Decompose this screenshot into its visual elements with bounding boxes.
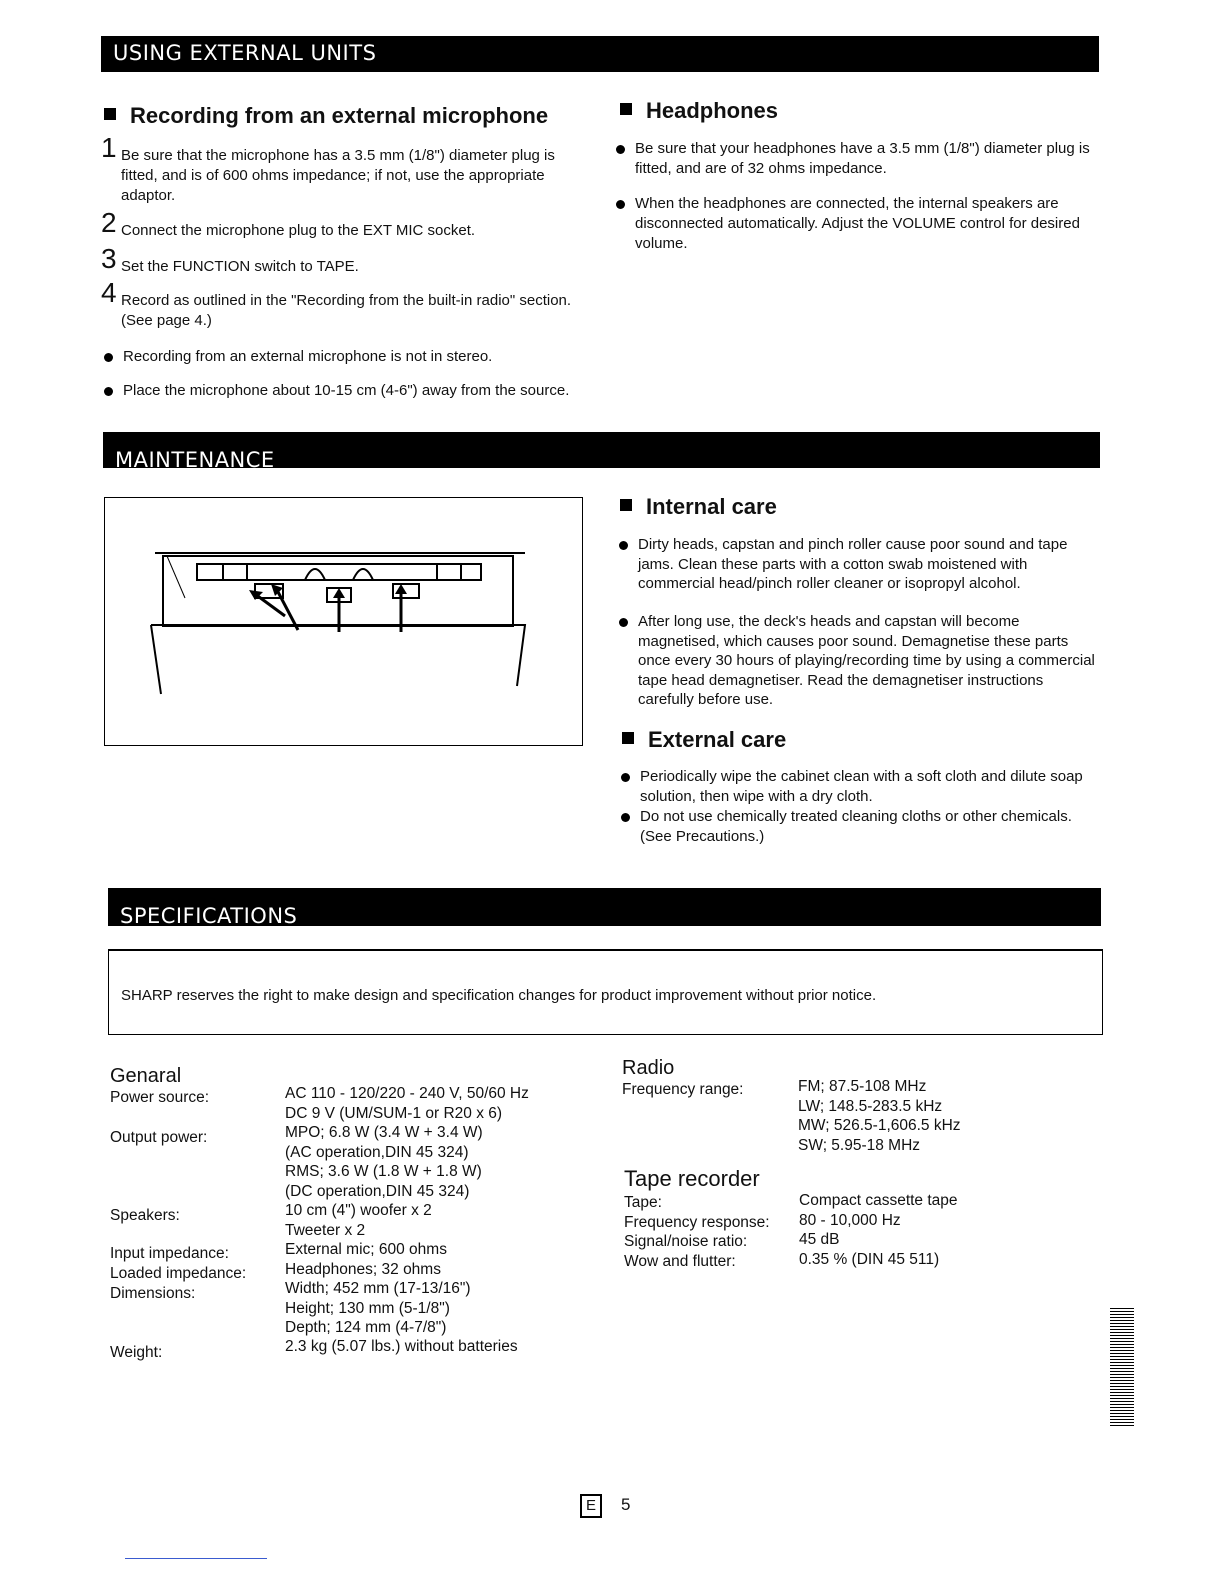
bullet-dot-icon: [619, 541, 628, 550]
bullet-dot-icon: [104, 353, 113, 362]
headphones-bullet-1: Be sure that your headphones have a 3.5 mm (1/8") diameter plug is fitted, and are of 32 ohms impedance.: [635, 139, 1100, 179]
input-impedance-value: External mic; 600 ohms: [285, 1241, 447, 1258]
tape-value: Compact cassette tape: [799, 1192, 958, 1209]
internal-care-bullet-1: Dirty heads, capstan and pinch roller cause poor sound and tape jams. Clean these parts with a cotton swab moistened with commercial head/pinch roller cleaner or isopropyl alcohol.: [638, 535, 1101, 594]
radio-specs: [622, 1077, 1092, 1157]
square-bullet-icon: [620, 103, 632, 115]
footer-rule: [125, 1558, 267, 1559]
mic-bullet-1: Recording from an external microphone is not in stereo.: [123, 347, 579, 367]
subheading-external-mic: Recording from an external microphone: [104, 103, 548, 129]
mic-step-1: 1 Be sure that the microphone has a 3.5 mm (1/8") diameter plug is fitted, and is of 600 ohms impedance; if not, use the appropriate adaptor.: [101, 132, 555, 204]
weight-value: 2.3 kg (5.07 lbs.) without batteries: [285, 1338, 518, 1355]
square-bullet-icon: [104, 108, 116, 120]
external-care-bullet-1: Periodically wipe the cabinet clean with a soft cloth and dilute soap solution, then wipe with a dry cloth.: [640, 767, 1104, 807]
general-specs: [110, 1084, 580, 1364]
bullet-dot-icon: [621, 773, 630, 782]
section-header-specifications: [108, 888, 1101, 926]
mic-step-3: 3 Set the FUNCTION switch to TAPE.: [101, 243, 359, 275]
power-values: AC 110 - 120/220 - 240 V, 50/60 Hz DC 9 V (UM/SUM-1 or R20 x 6): [285, 1085, 529, 1122]
dimensions-values: Width; 452 mm (17-13/16") Height; 130 mm (5-1/8") Depth; 124 mm (4-7/8"): [285, 1280, 471, 1336]
weight-label: Weight:: [110, 1344, 163, 1361]
mic-step-2: 2 Connect the microphone plug to the EXT MIC socket.: [101, 207, 476, 239]
section-title: MAINTENANCE: [115, 448, 275, 472]
notice-text: SHARP reserves the right to make design and specification changes for product improvement without prior notice.: [121, 987, 877, 1004]
frequency-response-value: 80 - 10,000 Hz: [799, 1212, 901, 1229]
bullet-dot-icon: [621, 813, 630, 822]
square-bullet-icon: [620, 499, 632, 511]
general-heading: Genaral: [110, 1065, 182, 1087]
headphones-bullet-2: When the headphones are connected, the internal speakers are disconnected automatically. Adjust the VOLUME control for desired volume.: [635, 194, 1100, 254]
section-title: SPECIFICATIONS: [120, 904, 298, 928]
tape-label: Tape:: [624, 1194, 662, 1211]
language-badge: E: [580, 1494, 602, 1518]
output-label: Output power:: [110, 1129, 208, 1146]
deck-heads-diagram: [105, 498, 582, 745]
mic-bullet-2: Place the microphone about 10-15 cm (4-6") away from the source.: [123, 381, 579, 401]
tape-specs: [624, 1193, 1094, 1273]
cassette-deck-illustration: [104, 497, 583, 746]
loaded-impedance-label: Loaded impedance:: [110, 1265, 247, 1282]
bullet-dot-icon: [619, 618, 628, 627]
bullet-dot-icon: [616, 200, 625, 209]
section-title: USING EXTERNAL UNITS: [113, 41, 377, 65]
frequency-range-values: FM; 87.5-108 MHz LW; 148.5-283.5 kHz MW; 526.5-1,606.5 kHz SW; 5.95-18 MHz: [798, 1078, 961, 1154]
subheading-headphones: Headphones: [620, 98, 778, 124]
snr-value: 45 dB: [799, 1231, 840, 1248]
snr-label: Signal/noise ratio:: [624, 1233, 748, 1250]
subheading-internal-care: Internal care: [620, 494, 777, 520]
section-header-maintenance: [103, 432, 1100, 472]
internal-care-bullet-2: After long use, the deck's heads and capstan will become magnetised, which causes poor sound. Demagnetise these parts once every 30 hours of playing/recording time by using a commercial tape head demagnetiser. Read the demagnetiser instructions carefully before use.: [638, 612, 1101, 710]
output-values: MPO; 6.8 W (3.4 W + 3.4 W) (AC operation,DIN 45 324) RMS; 3.6 W (1.8 W + 1.8 W) (DC operation,DIN 45 324): [285, 1124, 483, 1200]
bullet-dot-icon: [616, 145, 625, 154]
tape-recorder-heading: Tape recorder: [624, 1166, 760, 1191]
input-impedance-label: Input impedance:: [110, 1245, 229, 1262]
frequency-response-label: Frequency response:: [624, 1214, 770, 1231]
notice-box: [108, 949, 1103, 1035]
subheading-external-care: External care: [622, 727, 786, 753]
wow-flutter-label: Wow and flutter:: [624, 1253, 736, 1270]
mic-step-4: 4 Record as outlined in the "Recording from the built-in radio" section. (See page 4.): [101, 277, 572, 329]
bullet-dot-icon: [104, 387, 113, 396]
registration-mark: [1110, 1308, 1134, 1428]
external-care-bullet-2: Do not use chemically treated cleaning cloths or other chemicals. (See Precautions.): [640, 807, 1104, 847]
speakers-values: 10 cm (4") woofer x 2 Tweeter x 2: [285, 1202, 432, 1239]
wow-flutter-value: 0.35 % (DIN 45 511): [799, 1251, 940, 1268]
speakers-label: Speakers:: [110, 1207, 180, 1224]
section-header-external-units: [101, 36, 1099, 72]
dimensions-label: Dimensions:: [110, 1285, 196, 1302]
frequency-range-label: Frequency range:: [622, 1081, 744, 1098]
radio-heading: Radio: [622, 1057, 675, 1079]
loaded-impedance-value: Headphones; 32 ohms: [285, 1261, 441, 1278]
power-label: Power source:: [110, 1089, 210, 1106]
square-bullet-icon: [622, 732, 634, 744]
page-number: 5: [621, 1495, 631, 1514]
